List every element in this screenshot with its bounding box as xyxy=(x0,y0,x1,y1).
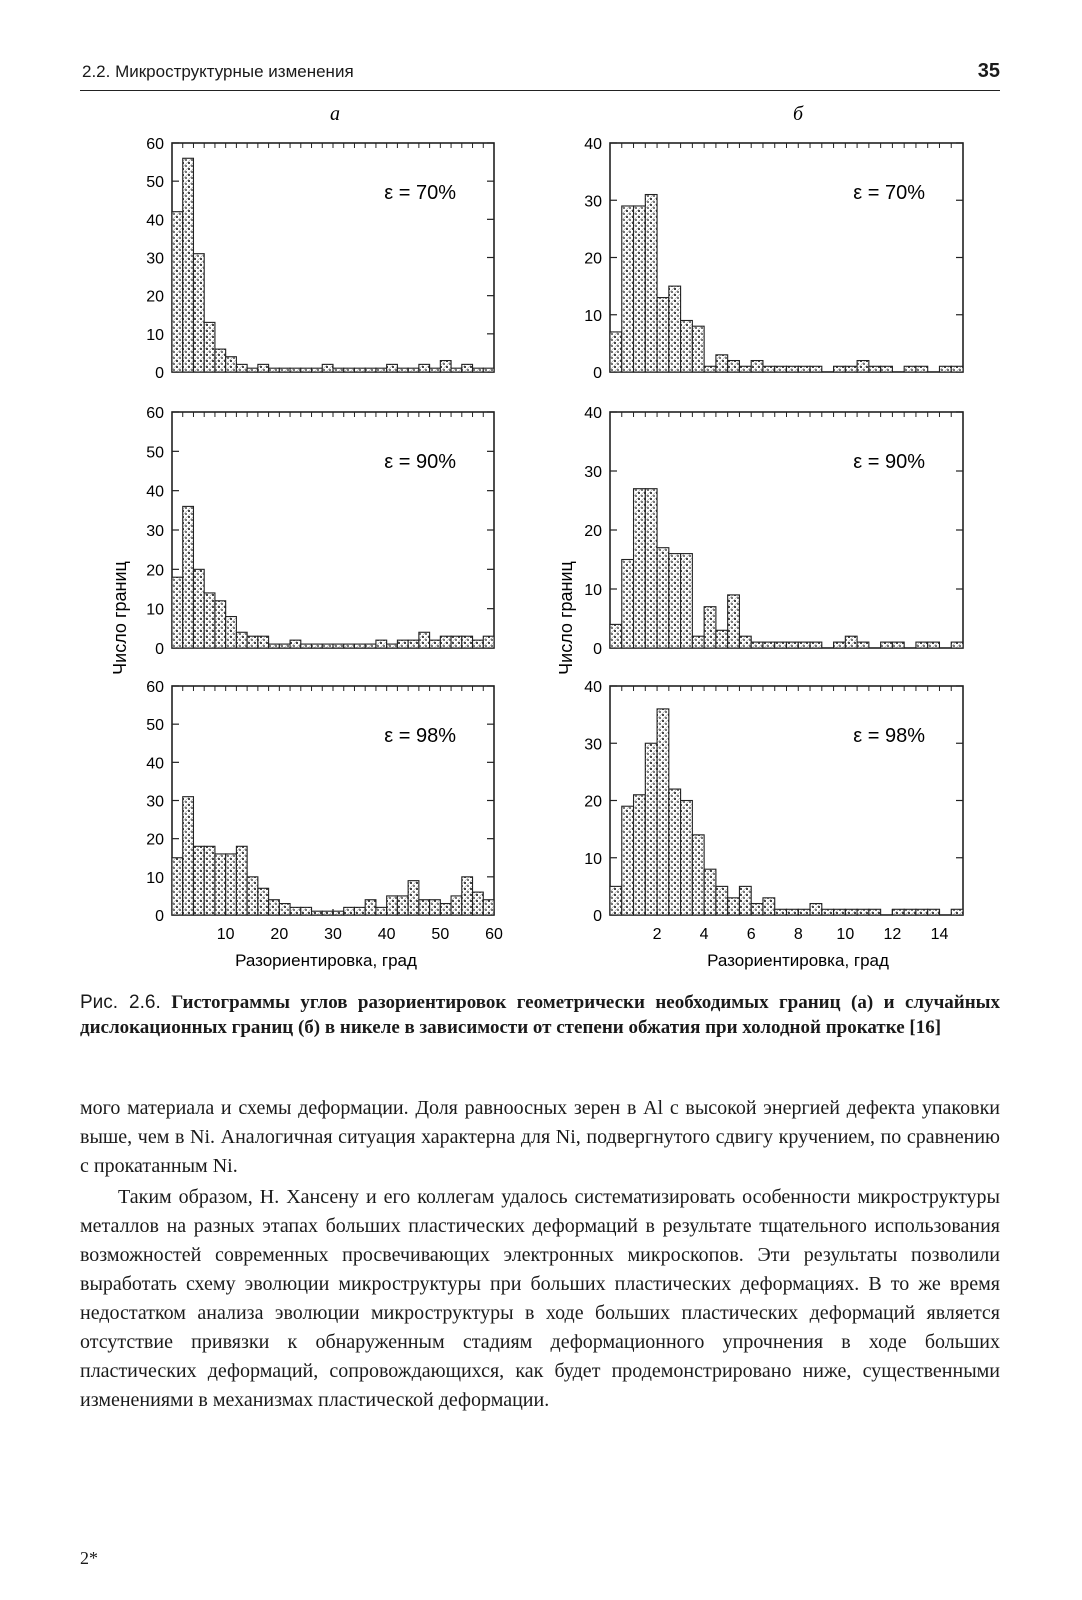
histogram-bar xyxy=(798,909,810,915)
histogram-bar xyxy=(763,366,775,372)
histogram-bar xyxy=(226,617,237,648)
histogram-bar xyxy=(751,904,763,915)
x-tick-label: 14 xyxy=(930,926,949,943)
paragraph-2: Таким образом, Н. Хансену и его коллегам удалось систематизировать особенности микроструктуры металлов на разных этапах больших пластических деформаций в результате тщательного использования возможностей современных просвечивающих электронных микроскопов. Эти результаты позволили выработать схему эволюции микроструктуры при больших пластических деформациях. В то же время недостатком анализа эволюции микроструктуры в ходе больших пластических деформаций является отсутствие привязки к обнаруженным стадиям деформационного упрочнения в ходе больших пластических деформаций, сопровождающихся, как будет продемонстрировано ниже, существенными изменениями в механизмах пластической деформации. xyxy=(80,1186,1000,1411)
histogram-bar xyxy=(226,854,237,915)
histogram-bar xyxy=(845,636,857,648)
histogram-bar xyxy=(622,206,634,372)
histogram-bar xyxy=(387,644,398,648)
histogram-bar xyxy=(430,640,441,648)
y-tick-label: 30 xyxy=(146,523,164,540)
histogram-bar xyxy=(172,212,183,372)
histogram-bar xyxy=(704,366,716,372)
y-tick-label: 60 xyxy=(146,679,164,696)
histogram-bar xyxy=(387,364,398,372)
y-tick-label: 50 xyxy=(146,174,164,192)
histogram-bar xyxy=(681,554,693,648)
section-title: 2.2. Микроструктурные изменения xyxy=(82,62,354,81)
histogram-bar xyxy=(376,907,387,915)
histogram-bar xyxy=(193,254,204,372)
histogram-bar xyxy=(669,286,681,372)
histogram-panel-2 xyxy=(584,136,963,382)
histogram-bar xyxy=(763,898,775,915)
strain-annotation: ε = 90% xyxy=(853,451,925,473)
histogram-bar xyxy=(775,909,787,915)
histogram-bar xyxy=(312,644,323,648)
y-tick-label: 40 xyxy=(146,755,164,773)
histogram-bar xyxy=(951,366,963,372)
histogram-bar xyxy=(354,368,365,372)
x-tick-label: 40 xyxy=(377,926,396,943)
x-axis-label-right: Разориентировка, град xyxy=(707,951,889,970)
histogram-bar xyxy=(183,506,194,648)
histogram-bar xyxy=(692,636,704,648)
histogram-bar xyxy=(834,642,846,648)
histogram-bar xyxy=(236,632,247,648)
y-tick-label: 20 xyxy=(584,523,602,540)
histogram-bar xyxy=(430,368,441,372)
histogram-bar xyxy=(610,332,622,372)
histogram-bar xyxy=(881,642,893,648)
figure-2-6 xyxy=(80,96,1000,986)
y-tick-label: 10 xyxy=(584,307,602,325)
histogram-bar xyxy=(258,636,269,648)
histogram-bar xyxy=(204,322,215,372)
histogram-bar xyxy=(247,877,258,915)
histogram-bar xyxy=(716,355,728,372)
histogram-bar xyxy=(645,489,657,648)
histogram-bar xyxy=(440,904,451,915)
strain-annotation: ε = 70% xyxy=(384,182,456,204)
histogram-bar xyxy=(408,368,419,372)
histogram-bar xyxy=(610,624,622,648)
histogram-bar xyxy=(193,569,204,648)
histogram-bar xyxy=(787,909,799,915)
histogram-bar xyxy=(193,846,204,915)
histogram-bar xyxy=(354,644,365,648)
histogram-bar xyxy=(419,900,430,915)
y-tick-label: 20 xyxy=(584,793,602,811)
x-tick-label: 50 xyxy=(431,926,450,943)
x-tick-label: 20 xyxy=(270,926,289,943)
x-axis-label-left: Разориентировка, град xyxy=(235,951,417,970)
histogram-bar xyxy=(344,907,355,915)
histogram-bar xyxy=(716,630,728,648)
signature-mark: 2* xyxy=(80,1548,98,1568)
histogram-bar xyxy=(376,368,387,372)
caption-text: Гистограммы углов разориентировок геометрически необходимых границ (а) и случайных дислокационных границ (б) в никеле в зависимости от степени обжатия при холодной прокатке [16] xyxy=(80,992,1001,1038)
histogram-bar xyxy=(728,595,740,648)
strain-annotation: ε = 98% xyxy=(384,725,456,747)
histogram-bar xyxy=(692,835,704,915)
histogram-bar xyxy=(763,642,775,648)
histogram-bar xyxy=(716,886,728,915)
histogram-bar xyxy=(365,368,376,372)
histogram-bar xyxy=(951,642,963,648)
histogram-bar xyxy=(365,644,376,648)
histogram-grid xyxy=(80,96,1000,986)
column-label-a: а xyxy=(330,103,340,125)
column-label-b: б xyxy=(792,103,804,125)
histogram-bar xyxy=(810,904,822,915)
histogram-bar xyxy=(483,900,494,915)
y-axis-label-right: Число границ xyxy=(556,561,576,675)
y-tick-label: 0 xyxy=(593,908,602,925)
histogram-bar xyxy=(634,206,646,372)
y-tick-label: 10 xyxy=(584,582,602,599)
histogram-bar xyxy=(279,644,290,648)
histogram-bar xyxy=(462,877,473,915)
histogram-bar xyxy=(810,642,822,648)
histogram-panel-5 xyxy=(146,679,503,943)
histogram-bar xyxy=(904,909,916,915)
histogram-bar xyxy=(279,904,290,915)
y-tick-label: 10 xyxy=(146,869,164,887)
page-number: 35 xyxy=(977,60,1000,82)
histogram-bar xyxy=(236,364,247,372)
body-text xyxy=(80,1094,1000,1415)
histogram-bar xyxy=(183,797,194,915)
histogram-bar xyxy=(440,361,451,372)
histogram-bar xyxy=(204,846,215,915)
y-tick-label: 10 xyxy=(146,326,164,344)
histogram-bar xyxy=(728,898,740,915)
histogram-panel-4 xyxy=(584,405,963,658)
y-axis-label-left: Число границ xyxy=(110,561,130,675)
y-tick-label: 20 xyxy=(146,288,164,306)
y-tick-label: 20 xyxy=(584,250,602,268)
histogram-bar xyxy=(928,909,940,915)
y-tick-label: 20 xyxy=(146,562,164,580)
histogram-bar xyxy=(916,642,928,648)
histogram-bar xyxy=(397,368,408,372)
histogram-bar xyxy=(881,366,893,372)
x-tick-label: 10 xyxy=(216,926,235,943)
histogram-bar xyxy=(172,577,183,648)
histogram-bar xyxy=(419,364,430,372)
histogram-bar xyxy=(172,858,183,915)
histogram-bar xyxy=(483,368,494,372)
histogram-bar xyxy=(215,601,226,648)
histogram-bar xyxy=(333,368,344,372)
histogram-bar xyxy=(183,158,194,372)
histogram-bar xyxy=(301,368,312,372)
y-tick-label: 30 xyxy=(584,736,602,754)
strain-annotation: ε = 70% xyxy=(853,182,925,204)
histogram-bar xyxy=(810,366,822,372)
histogram-bar xyxy=(258,364,269,372)
histogram-panel-3 xyxy=(146,405,494,658)
histogram-bar xyxy=(951,909,963,915)
histogram-bar xyxy=(215,349,226,372)
y-tick-label: 60 xyxy=(146,136,164,153)
histogram-bar xyxy=(269,368,280,372)
x-tick-label: 4 xyxy=(699,926,709,943)
histogram-bar xyxy=(645,195,657,372)
histogram-bar xyxy=(869,909,881,915)
histogram-bar xyxy=(344,644,355,648)
plot-frame xyxy=(172,143,494,372)
histogram-bar xyxy=(892,909,904,915)
x-tick-label: 12 xyxy=(883,926,902,943)
histogram-bar xyxy=(312,368,323,372)
y-tick-label: 0 xyxy=(593,365,602,382)
histogram-bar xyxy=(301,907,312,915)
histogram-bar xyxy=(657,709,669,915)
histogram-bar xyxy=(739,366,751,372)
histogram-bar xyxy=(258,888,269,915)
y-tick-label: 60 xyxy=(146,405,164,422)
histogram-bar xyxy=(822,909,834,915)
histogram-bar xyxy=(451,368,462,372)
histogram-bar xyxy=(376,640,387,648)
x-tick-label: 60 xyxy=(485,926,503,943)
histogram-bar xyxy=(430,900,441,915)
histogram-bar xyxy=(657,298,669,372)
histogram-bar xyxy=(247,636,258,648)
histogram-bar xyxy=(916,366,928,372)
histogram-bar xyxy=(775,366,787,372)
histogram-bar xyxy=(322,644,333,648)
histogram-bar xyxy=(892,642,904,648)
histogram-bar xyxy=(301,644,312,648)
y-tick-label: 10 xyxy=(146,601,164,619)
histogram-bar xyxy=(704,869,716,915)
histogram-bar xyxy=(247,368,258,372)
y-tick-label: 10 xyxy=(584,850,602,868)
histogram-bar xyxy=(462,636,473,648)
histogram-bar xyxy=(483,636,494,648)
histogram-bar xyxy=(657,548,669,648)
histogram-bar xyxy=(939,366,951,372)
histogram-bar xyxy=(751,642,763,648)
histogram-bar xyxy=(473,368,484,372)
histogram-bar xyxy=(869,366,881,372)
histogram-bar xyxy=(692,326,704,372)
x-tick-label: 6 xyxy=(746,926,756,943)
histogram-bar xyxy=(397,896,408,915)
histogram-bar xyxy=(845,909,857,915)
histogram-bar xyxy=(834,366,846,372)
histogram-bar xyxy=(787,642,799,648)
histogram-panel-1 xyxy=(146,136,494,382)
histogram-bar xyxy=(290,640,301,648)
strain-annotation: ε = 98% xyxy=(853,725,925,747)
histogram-bar xyxy=(440,636,451,648)
histogram-bar xyxy=(204,593,215,648)
histogram-bar xyxy=(269,644,280,648)
x-tick-label: 10 xyxy=(836,926,855,943)
histogram-bar xyxy=(408,640,419,648)
histogram-bar xyxy=(279,368,290,372)
histogram-bar xyxy=(408,881,419,915)
histogram-bar xyxy=(365,900,376,915)
histogram-bar xyxy=(739,886,751,915)
histogram-bar xyxy=(728,361,740,372)
histogram-bar xyxy=(322,911,333,915)
histogram-bar xyxy=(290,368,301,372)
histogram-bar xyxy=(634,795,646,915)
histogram-panel-6 xyxy=(584,679,963,943)
histogram-bar xyxy=(681,320,693,372)
histogram-bar xyxy=(610,886,622,915)
running-header xyxy=(80,58,1000,91)
histogram-bar xyxy=(473,892,484,915)
caption-label: Рис. 2.6. xyxy=(80,992,161,1013)
histogram-bar xyxy=(634,489,646,648)
histogram-bar xyxy=(798,642,810,648)
histogram-bar xyxy=(645,743,657,915)
histogram-bar xyxy=(904,366,916,372)
histogram-bar xyxy=(739,636,751,648)
histogram-bar xyxy=(397,640,408,648)
histogram-bar xyxy=(462,364,473,372)
y-tick-label: 40 xyxy=(146,483,164,501)
y-tick-label: 50 xyxy=(146,717,164,735)
histogram-bar xyxy=(333,911,344,915)
histogram-bar xyxy=(312,911,323,915)
y-tick-label: 40 xyxy=(584,679,602,696)
histogram-bar xyxy=(344,368,355,372)
histogram-bar xyxy=(473,640,484,648)
histogram-bar xyxy=(387,896,398,915)
y-tick-label: 40 xyxy=(584,136,602,153)
figure-caption xyxy=(80,990,1000,1040)
y-tick-label: 50 xyxy=(146,444,164,462)
histogram-bar xyxy=(451,636,462,648)
histogram-bar xyxy=(928,642,940,648)
histogram-bar xyxy=(354,907,365,915)
histogram-bar xyxy=(290,907,301,915)
histogram-bar xyxy=(845,366,857,372)
histogram-bar xyxy=(751,361,763,372)
histogram-bar xyxy=(333,644,344,648)
histogram-bar xyxy=(704,607,716,648)
histogram-bar xyxy=(215,854,226,915)
histogram-bar xyxy=(834,909,846,915)
histogram-bar xyxy=(622,806,634,915)
x-tick-label: 30 xyxy=(324,926,342,943)
histogram-bar xyxy=(269,900,280,915)
histogram-bar xyxy=(857,909,869,915)
histogram-bar xyxy=(669,554,681,648)
histogram-bar xyxy=(798,366,810,372)
y-tick-label: 0 xyxy=(155,641,164,658)
histogram-bar xyxy=(419,632,430,648)
histogram-bar xyxy=(669,789,681,915)
histogram-bar xyxy=(857,642,869,648)
histogram-bar xyxy=(787,366,799,372)
histogram-bar xyxy=(681,801,693,916)
x-tick-label: 8 xyxy=(793,926,803,943)
y-tick-label: 30 xyxy=(146,793,164,811)
histogram-bar xyxy=(226,357,237,372)
y-tick-label: 30 xyxy=(146,250,164,268)
histogram-bar xyxy=(857,361,869,372)
histogram-bar xyxy=(322,364,333,372)
histogram-bar xyxy=(622,560,634,649)
histogram-bar xyxy=(775,642,787,648)
strain-annotation: ε = 90% xyxy=(384,451,456,473)
y-tick-label: 0 xyxy=(593,641,602,658)
x-tick-label: 2 xyxy=(652,926,662,943)
y-tick-label: 20 xyxy=(146,831,164,849)
y-tick-label: 40 xyxy=(584,405,602,422)
y-tick-label: 0 xyxy=(155,365,164,382)
y-tick-label: 30 xyxy=(584,193,602,211)
histogram-bar xyxy=(236,846,247,915)
y-tick-label: 0 xyxy=(155,908,164,925)
histogram-bar xyxy=(451,896,462,915)
y-tick-label: 30 xyxy=(584,464,602,481)
y-tick-label: 40 xyxy=(146,212,164,230)
histogram-bar xyxy=(916,909,928,915)
paragraph-1: мого материала и схемы деформации. Доля равноосных зерен в Al с высокой энергией дефекта упаковки выше, чем в Ni. Аналогичная ситуация характерна для Ni, подвергнутого сдвигу кручением, по сравнению с прокатанным Ni. xyxy=(80,1097,1000,1177)
